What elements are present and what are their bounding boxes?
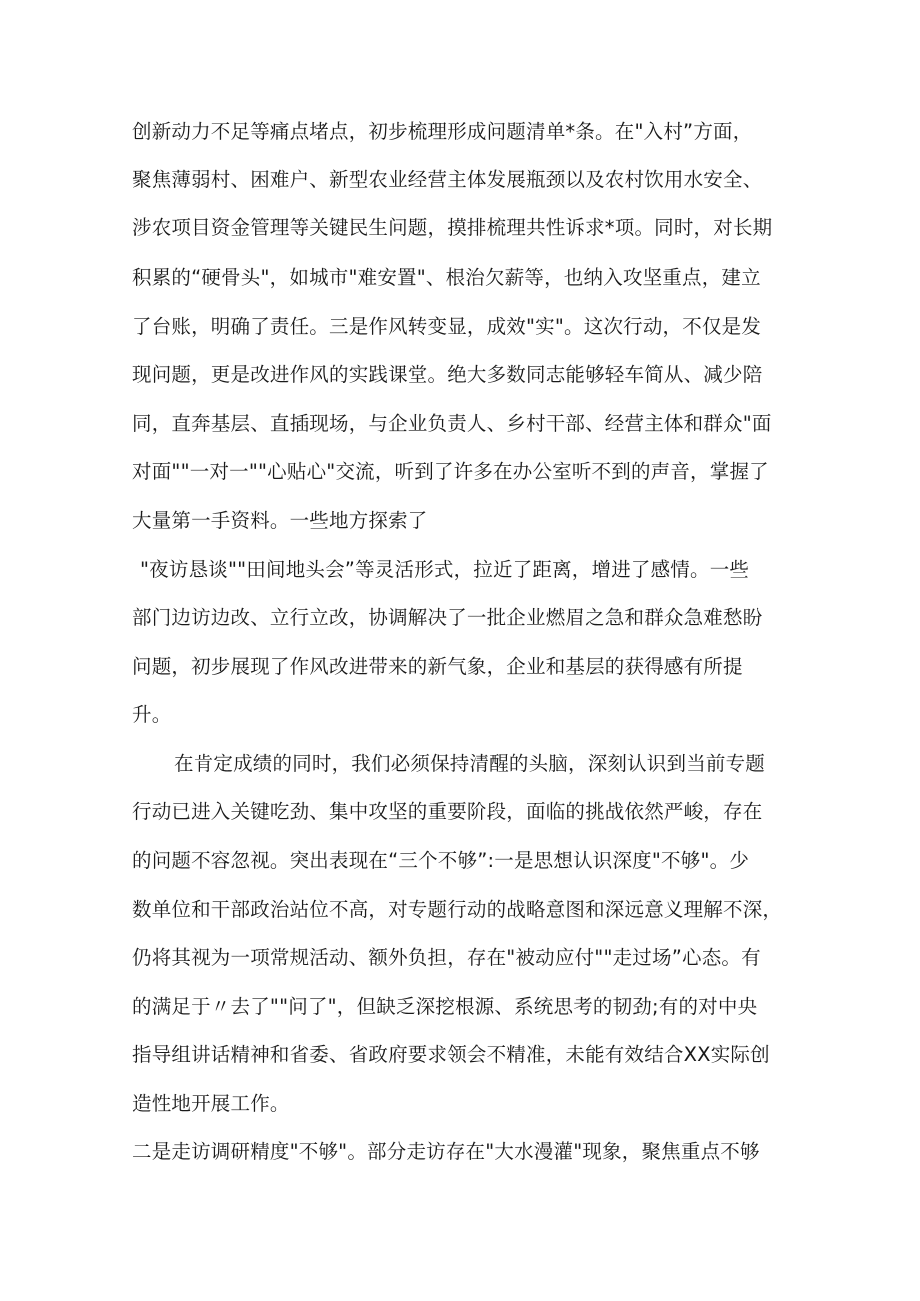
text-line: 现问题，更是改进作风的实践课堂。绝大多数同志能够轻车简从、减少陪 (132, 363, 763, 386)
text-line: 的问题不容忽视。突出表现在“三个不够”:一是思想认识深度"不够"。少 (132, 849, 750, 872)
text-line: 部门边访边改、立行立改，协调解决了一批企业燃眉之急和群众急难愁盼 (132, 606, 763, 629)
text-line: 造性地开展工作。 (132, 1092, 290, 1115)
text-line: 数单位和干部政治站位不高，对专题行动的战略意图和深远意义理解不深， (132, 898, 783, 921)
text-line: 行动已进入关键吃劲、集中攻坚的重要阶段，面临的挑战依然严峻，存在 (132, 800, 763, 823)
text-line: 二是走访调研精度"不够"。部分走访存在"大水漫灌"现象，聚焦重点不够 (132, 1140, 760, 1163)
text-line: 升。 (132, 703, 172, 726)
text-line: 了台账，明确了责任。三是作风转变显，成效"实"。这次行动，不仅是发 (132, 315, 762, 338)
text-line: 积累的“硬骨头"，如城市"难安置"、根治欠薪等，也纳入攻坚重点，建立 (132, 266, 761, 289)
text-line: 创新动力不足等痛点堵点，初步梳理形成问题清单*条。在"入村”方面， (132, 120, 753, 143)
text-line: 仍将其视为一项常规活动、额外负担，存在"被动应付""走过场”心态。有 (132, 946, 761, 969)
text-line: 指导组讲话精神和省委、省政府要求领会不精准，未能有效结合XX实际创 (132, 1043, 770, 1066)
text-line: 涉农项目资金管理等关键民生问题，摸排梳理共性诉求*项。同时，对长期 (132, 216, 773, 239)
text-line: 问题，初步展现了作风改进带来的新气象，企业和基层的获得感有所提 (132, 655, 743, 678)
text-line: "夜访恳谈""田间地头会”等灵活形式，拉近了距离，增进了感情。一些 (140, 558, 750, 581)
text-line: 聚焦薄弱村、困难户、新型农业经营主体发展瓶颈以及农村饮用水安全、 (132, 168, 763, 191)
paragraph-first-line: 在肯定成绩的同时，我们必须保持清醒的头脑，深刻认识到当前专题 (174, 752, 766, 775)
text-line: 大量第一手资料。一些地方探索了 (132, 509, 428, 532)
text-line: 的满足于〃去了""问了"，但缺乏深挖根源、系统思考的韧劲;有的对中央 (132, 995, 758, 1018)
text-line: 对面""一对一""心贴心"交流，听到了许多在办公室听不到的声音，掌握了 (132, 460, 769, 483)
text-line: 同，直奔基层、直插现场，与企业负责人、乡村干部、经营主体和群众"面 (132, 412, 772, 435)
